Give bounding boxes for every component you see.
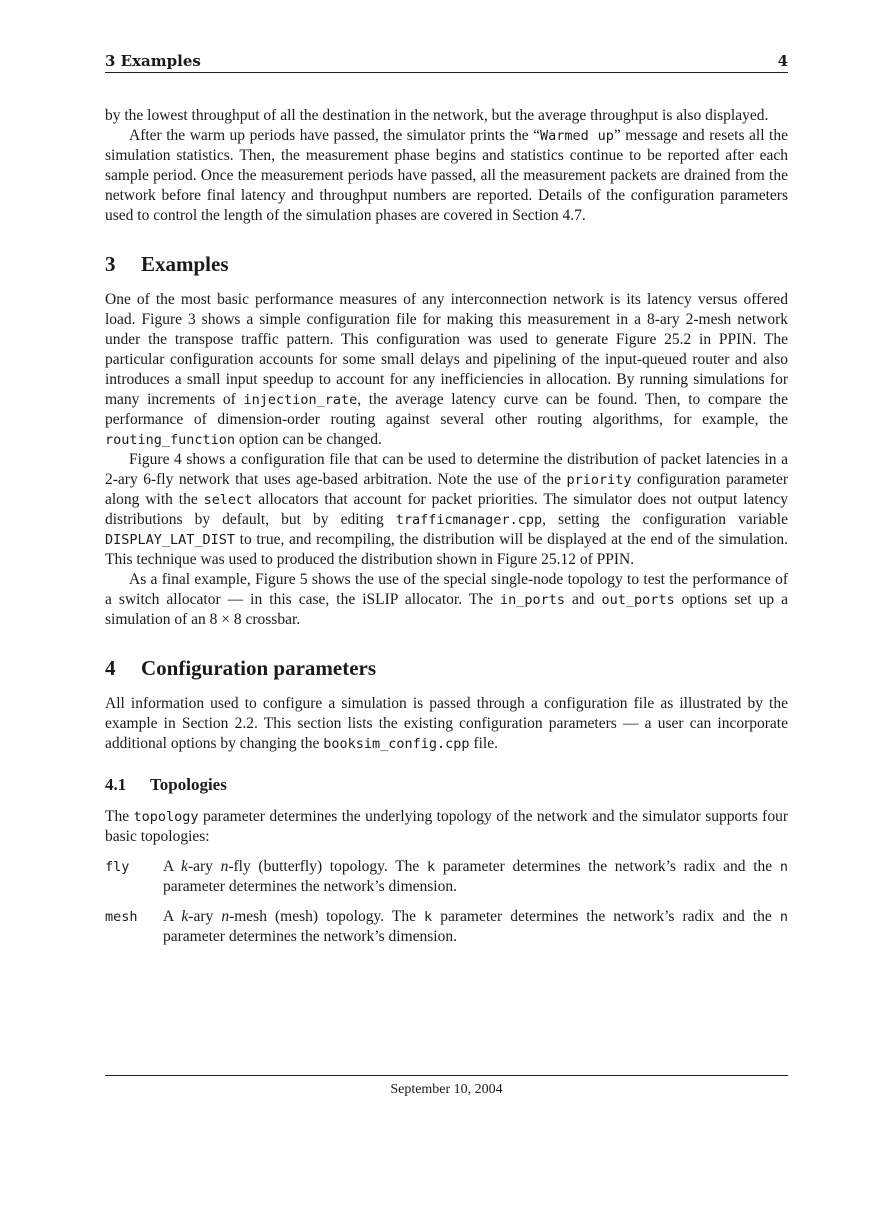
text-run: -ary [187, 858, 221, 875]
header-section-title: 3 Examples [105, 52, 201, 70]
description-term: fly [105, 859, 130, 875]
text-run: to true, and recompiling, the distribution will be displayed at the end of the simulation. This technique was used to produced the distribution shown in Figure 25.12 of PPIN. [105, 531, 788, 568]
text-run: configuration parameter along with the [105, 471, 788, 508]
paragraph-intro-continued: by the lowest throughput of all the destination in the network, but the average throughput is also displayed. [105, 107, 769, 124]
header-page-number: 4 [777, 52, 788, 70]
text-run: Figure 4 shows a configuration file that can be used to determine the distribution of packet latencies in a 2-ary 6-fly network that uses age-based arbitration. Note the use of the [105, 451, 788, 488]
text-run: and [565, 591, 602, 608]
text-run: parameter determines the network’s radix and the [432, 908, 780, 925]
description-definition [163, 857, 788, 897]
section-heading-configuration-parameters [105, 658, 788, 678]
text-run: A [163, 908, 182, 925]
code-priority: priority [566, 472, 632, 488]
section-title: Examples [141, 252, 229, 276]
section-title: Configuration parameters [141, 656, 377, 680]
code-display-lat-dist: DISPLAY_LAT_DIST [105, 532, 236, 548]
paragraph-warmup [105, 126, 788, 226]
paragraph-distribution-example [105, 450, 788, 570]
text-run: -ary [188, 908, 222, 925]
text-run: The [105, 808, 134, 825]
code-n: n [779, 909, 788, 925]
page-body [105, 106, 788, 947]
code-topology: topology [133, 809, 199, 825]
text-run: , setting the configuration variable [542, 511, 788, 528]
math-n: n [220, 858, 229, 875]
code-in-ports: in_ports [499, 592, 566, 608]
text-run: ” message and resets all the simulation statistics. Then, the measurement phase begins and statistics continue to be reported after each sample period. Once the measurement periods have passed, all the measurement packets are drained from the network before final latency and throughput numbers are reported. Details of the configuration parameters used to control the length of the simulation phases are covered in Section 4.7. [105, 127, 788, 224]
math-k: k [181, 858, 188, 875]
text-run: parameter determines the network’s radix and the [435, 858, 780, 875]
text-run: One of the most basic performance measures of any interconnection network is its latency versus offered load. Figure 3 shows a simple configuration file for making this measurement in a 8-ary 2-mesh network under the transpose traffic pattern. This configuration was used to generate Figure 25.2 in PPIN. The particular configuration accounts for some small delays and pipelining of the input-queued router and also introduces a small input speedup to account for any inefficiencies in allocation. By running simulations for many increments of [105, 291, 788, 408]
code-select: select [203, 492, 253, 508]
code-trafficmanager: trafficmanager.cpp [395, 512, 543, 528]
running-header [105, 52, 788, 73]
section-number: 3 [105, 252, 116, 276]
description-item-mesh [105, 907, 788, 947]
text-run: All information used to configure a simulation is passed through a configuration file as illustrated by the example in Section 2.2. This section lists the existing configuration parameters — a user can incorporate additional options by changing the [105, 695, 788, 752]
text-run: parameter determines the network’s dimension. [163, 928, 457, 945]
text-run: -fly (butterfly) topology. The [228, 858, 427, 875]
text-run: After the warm up periods have passed, the simulator prints the “ [129, 127, 541, 144]
text-run: parameter determines the underlying topology of the network and the simulator supports four basic topologies: [105, 808, 788, 845]
subsection-heading-topologies [105, 775, 788, 795]
code-out-ports: out_ports [601, 592, 675, 608]
section-heading-examples [105, 254, 788, 274]
description-definition [163, 907, 788, 947]
text-run: file. [469, 735, 498, 752]
description-item-fly [105, 857, 788, 897]
paragraph-switch-allocator-example [105, 570, 788, 630]
text-run: option can be changed. [235, 431, 382, 448]
text-run: As a final example, Figure 5 shows the use of the special single-node topology to test the performance of a switch allocator — in this case, the iSLIP allocator. The [105, 571, 788, 608]
code-injection-rate: injection_rate [243, 392, 358, 408]
section-number: 4 [105, 656, 116, 680]
math-n: n [221, 908, 230, 925]
paragraph-config-intro [105, 694, 788, 754]
text-run: A [163, 858, 182, 875]
text-run: -mesh (mesh) topology. The [229, 908, 425, 925]
subsection-title: Topologies [150, 775, 227, 794]
code-booksim-config: booksim_config.cpp [323, 736, 470, 752]
description-term: mesh [105, 909, 138, 925]
code-k: k [427, 859, 436, 875]
text-run: parameter determines the network’s dimension. [163, 878, 457, 895]
text-run: options set up a simulation of an 8 × 8 crossbar. [105, 591, 788, 628]
code-routing-function: routing_function [105, 432, 236, 448]
paragraph-topology-intro [105, 807, 788, 847]
text-run: allocators that account for packet priorities. The simulator does not output latency distributions by default, but by editing [105, 491, 788, 528]
paragraph-latency-example [105, 290, 788, 450]
code-warmed-up: Warmed up [540, 128, 614, 144]
code-k: k [424, 909, 433, 925]
text-run: , the average latency curve can be found. Then, to compare the performance of dimension-order routing against several other routing algorithms, for example, the [105, 391, 788, 428]
footer-rule [105, 1075, 788, 1076]
code-n: n [779, 859, 789, 875]
math-k: k [181, 908, 189, 925]
subsection-number: 4.1 [105, 775, 127, 794]
footer-date: September 10, 2004 [390, 1082, 503, 1097]
